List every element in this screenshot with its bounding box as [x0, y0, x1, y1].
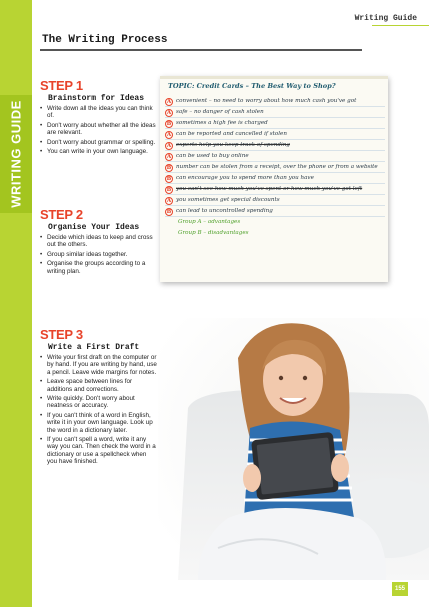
step-heading: STEP 3: [40, 327, 83, 342]
group-mark-circle: B: [166, 175, 172, 182]
notepad-row-text: can encourage you to spend more than you have: [176, 175, 314, 181]
step-bullet-list: [40, 105, 158, 155]
side-color-bar: [0, 0, 32, 607]
step-subheading: Brainstorm for Ideas: [48, 94, 145, 103]
side-section-tab: [0, 95, 32, 213]
group-mark-circle: A: [166, 142, 172, 149]
group-mark-circle: B: [166, 164, 172, 171]
group-mark-circle: B: [166, 208, 172, 215]
step-subheading: Organise Your Ideas: [48, 223, 140, 232]
notepad-row-text: sometimes a high fee is charged: [176, 120, 268, 126]
step-subheading: Write a First Draft: [48, 343, 140, 352]
notepad-row-text: safe – no danger of cash stolen: [176, 109, 264, 115]
notepad-rows: [165, 96, 385, 239]
step-1: [40, 78, 158, 157]
notepad-row-text: you can't see how much you've spent or how much you've got left: [176, 186, 363, 192]
group-mark-circle: B: [166, 186, 172, 193]
running-head-rule: [372, 25, 429, 26]
group-label-a: Group A – advantages: [178, 219, 241, 225]
notepad-row-text: can be reported and cancelled if stolen: [176, 131, 287, 137]
running-head: Writing Guide: [354, 14, 417, 23]
notepad-row-text: experts help you keep track of spending: [176, 142, 290, 148]
group-mark-circle: A: [166, 197, 172, 204]
brainstorm-notepad: [160, 76, 388, 282]
page-number: 155: [392, 582, 408, 596]
group-label-b: Group B – disadvantages: [178, 230, 249, 236]
step-bullet: • Don't worry about grammar or spelling.: [40, 139, 158, 146]
notepad-row-text: number can be stolen from a receipt, over the phone or from a website: [176, 164, 378, 170]
girl-with-tablet-photo: [158, 318, 429, 580]
side-section-label: WRITING GUIDE: [8, 100, 24, 208]
step-bullet: • If you can't spell a word, write it any way you can. Then check the word in a dictionary or use a spellcheck when you have finished.: [40, 436, 158, 466]
group-mark-circle: A: [166, 153, 172, 160]
notepad-row: [165, 206, 385, 217]
step-bullet: • Don't worry about whether all the ideas are relevant.: [40, 122, 158, 137]
notepad-row-text: can lead to uncontrolled spending: [176, 208, 273, 214]
notepad-row: [165, 129, 385, 140]
step-bullet: • If you can't think of a word in English, write it in your own language. Look up the word in a dictionary later.: [40, 412, 158, 434]
notepad-row-text: can be used to buy online: [176, 153, 249, 159]
notepad-topic: TOPIC: Credit Cards – The Best Way to Shop?: [168, 82, 336, 90]
group-mark-circle: A: [166, 109, 172, 116]
title-rule: [40, 49, 362, 51]
group-mark-circle: A: [166, 131, 172, 138]
step-3: [40, 327, 158, 468]
step-bullet: • Leave space between lines for additions and corrections.: [40, 378, 158, 393]
notepad-row: [165, 151, 385, 162]
notepad-row: [165, 195, 385, 206]
photo-illustration: [158, 318, 429, 580]
step-bullet: • Group similar ideas together.: [40, 251, 158, 258]
step-bullet: • Organise the groups according to a writing plan.: [40, 260, 158, 275]
notepad-row: [165, 107, 385, 118]
notepad-top-edge: [160, 76, 388, 79]
notepad-row: [165, 184, 385, 195]
group-mark-circle: A: [166, 98, 172, 105]
step-bullet: • Write your first draft on the computer or by hand. If you are writing by hand, use a pencil. Leave wide margins for notes.: [40, 354, 158, 376]
page-title: The Writing Process: [42, 34, 168, 46]
notepad-row: [165, 96, 385, 107]
notepad-row-text: you sometimes get special discounts: [176, 197, 280, 203]
notepad-row: [165, 140, 385, 151]
step-bullet: • Write quickly. Don't worry about neatness or accuracy.: [40, 395, 158, 410]
step-heading: STEP 2: [40, 207, 83, 222]
step-heading: STEP 1: [40, 78, 83, 93]
notepad-row-text: convenient – no need to worry about how much cash you've got: [176, 98, 357, 104]
notepad-row: [165, 118, 385, 129]
step-bullet-list: [40, 234, 158, 275]
step-2: [40, 207, 158, 277]
step-bullet: • You can write in your own language.: [40, 148, 158, 155]
step-bullet: • Write down all the ideas you can think of.: [40, 105, 158, 120]
notepad-row: [165, 162, 385, 173]
group-mark-circle: B: [166, 120, 172, 127]
step-bullet: • Decide which ideas to keep and cross out the others.: [40, 234, 158, 249]
step-bullet-list: [40, 354, 158, 466]
notepad-row: [165, 173, 385, 184]
